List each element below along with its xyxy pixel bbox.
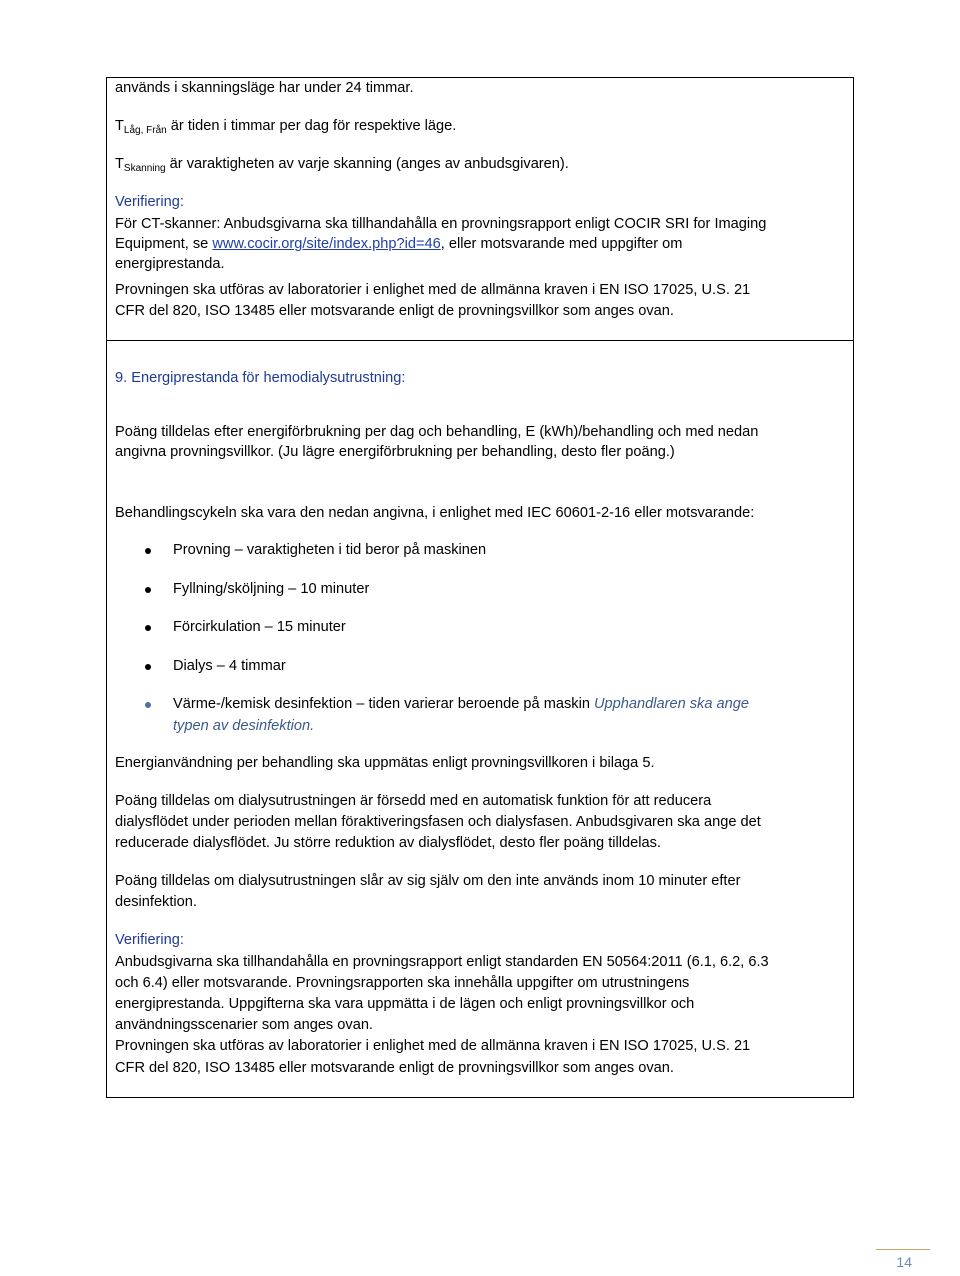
text-line: Poäng tilldelas efter energiförbrukning per dag och behandling, E (kWh)/behandling och med nedan xyxy=(115,424,759,440)
page-number-rule xyxy=(876,1249,930,1250)
text-line: och 6.4) eller motsvarande. Provningsrapporten ska innehålla uppgifter om utrustningens xyxy=(115,975,690,991)
text-line: Poäng tilldelas om dialysutrustningen slår av sig själv om den inte används inom 10 minuter efter xyxy=(115,873,741,889)
bullet-icon xyxy=(145,702,151,708)
bullet-icon xyxy=(145,664,151,670)
list-item: Förcirkulation – 15 minuter xyxy=(173,619,346,635)
criteria-box-hemodialysis xyxy=(106,340,854,1098)
cocir-link[interactable]: www.cocir.org/site/index.php?id=46 xyxy=(212,236,441,252)
bullet-icon xyxy=(145,625,151,631)
text-line: energiprestanda. Uppgifterna ska vara uppmätta i de lägen och enligt provningsvillkor och xyxy=(115,996,695,1012)
text-line: För CT-skanner: Anbudsgivarna ska tillhandahålla en provningsrapport enligt COCIR SRI for Imaging xyxy=(115,216,767,232)
text-line: $T_{Skanning}$ är varaktigheten av varje skanning (anges av anbudsgivaren). xyxy=(115,156,569,174)
list-item: Värme-/kemisk desinfektion – tiden varierar beroende på maskin Upphandlaren ska ange xyxy=(173,696,749,712)
bullet-icon xyxy=(145,587,151,593)
text-line: användningsscenarier som anges ovan. xyxy=(115,1017,373,1033)
list-item: Fyllning/sköljning – 10 minuter xyxy=(173,581,370,597)
text-line: $T_{Låg, Från}$ är tiden i timmar per dag för respektive läge. xyxy=(115,118,457,136)
text-line: används i skanningsläge har under 24 timmar. xyxy=(115,80,414,96)
list-item-continuation: typen av desinfektion. xyxy=(173,718,315,734)
text-line: angivna provningsvillkor. (Ju lägre energiförbrukning per behandling, desto fler poäng.) xyxy=(115,444,675,460)
text-line: Equipment, se www.cocir.org/site/index.php?id=46, eller motsvarande med uppgifter om xyxy=(115,236,683,252)
text-line: CFR del 820, ISO 13485 eller motsvarande enligt de provningsvillkor som anges ovan. xyxy=(115,303,674,319)
text-line: reducerade dialysflödet. Ju större reduktion av dialysflödet, desto fler poäng tilldelas. xyxy=(115,835,661,851)
text-line: Provningen ska utföras av laboratorier i enlighet med de allmänna kraven i EN ISO 17025, U.S. 21 xyxy=(115,282,751,298)
verification-heading: Verifiering: xyxy=(115,932,184,948)
text-line: desinfektion. xyxy=(115,894,197,910)
text-line: Behandlingscykeln ska vara den nedan angivna, i enlighet med IEC 60601-2-16 eller motsvarande: xyxy=(115,505,755,521)
text-line: Energianvändning per behandling ska uppmätas enligt provningsvillkoren i bilaga 5. xyxy=(115,755,655,771)
text-line: dialysflödet under perioden mellan föraktiveringsfasen och dialysfasen. Anbudsgivaren ska ange det xyxy=(115,814,761,830)
text-line: CFR del 820, ISO 13485 eller motsvarande enligt de provningsvillkor som anges ovan. xyxy=(115,1060,674,1076)
list-item: Dialys – 4 timmar xyxy=(173,658,286,674)
text-line: Provningen ska utföras av laboratorier i enlighet med de allmänna kraven i EN ISO 17025, U.S. 21 xyxy=(115,1038,751,1054)
criteria-box-upper xyxy=(106,77,854,341)
bullet-icon xyxy=(145,548,151,554)
section-heading: 9. Energiprestanda för hemodialysutrustning: xyxy=(115,370,406,386)
text-line: Anbudsgivarna ska tillhandahålla en provningsrapport enligt standarden EN 50564:2011 (6.1, 6.2, 6.3 xyxy=(115,954,769,970)
text-line: Poäng tilldelas om dialysutrustningen är försedd med en automatisk funktion för att reducera xyxy=(115,793,712,809)
text-line: energiprestanda. xyxy=(115,256,225,272)
list-item: Provning – varaktigheten i tid beror på maskinen xyxy=(173,542,487,558)
page-number: 14 xyxy=(896,1254,912,1270)
verification-heading: Verifiering: xyxy=(115,194,184,210)
